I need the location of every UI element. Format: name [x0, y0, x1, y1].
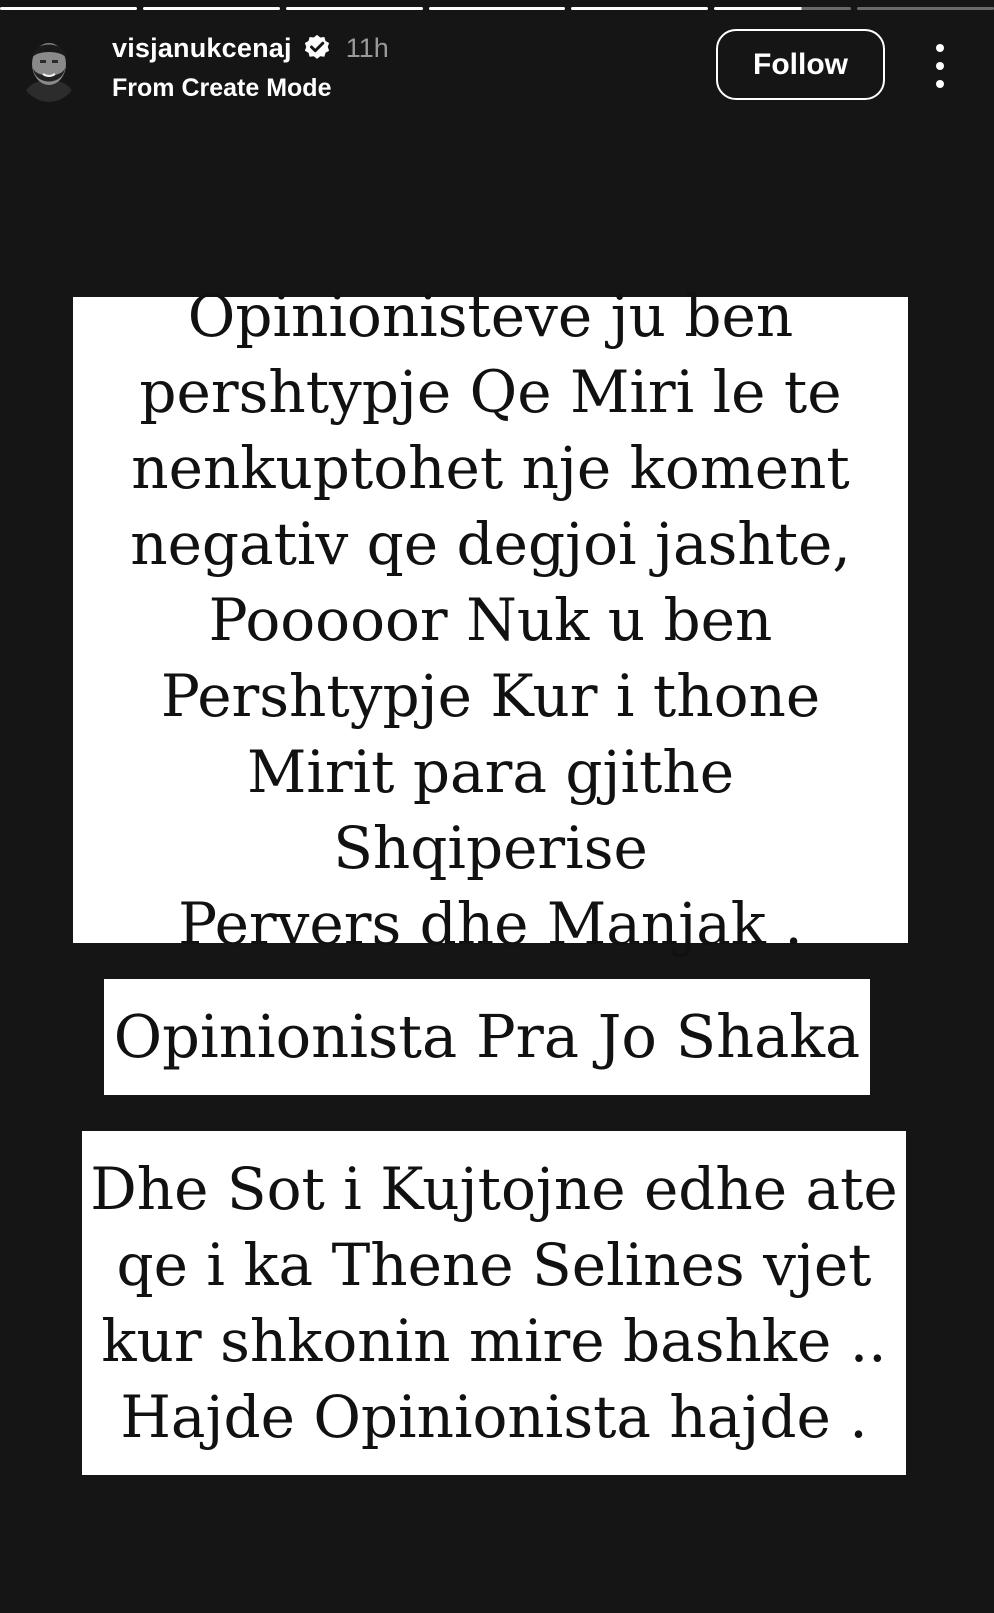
- progress-segment: [857, 7, 994, 10]
- post-time: 11h: [345, 32, 389, 63]
- more-dot: [936, 62, 944, 70]
- progress-segment: [0, 7, 137, 10]
- username-row: [112, 28, 389, 68]
- story-text-card-3: Dhe Sot i Kujtojne edhe ate qe i ka Thene Selines vjet kur shkonin mire bashke .. Hajde Opinionista hajde .: [82, 1131, 906, 1475]
- story-text-card-1: Opinionisteve ju ben pershtypje Qe Miri le te nenkuptohet nje koment negativ qe degjoi jashte, Pooooor Nuk u ben Pershtypje Kur i thone Mirit para gjithe Shqiperise Pervers dhe Manjak .: [73, 297, 908, 943]
- progress-segment: [571, 7, 708, 10]
- story-progress-bar: [0, 7, 994, 11]
- more-dot: [936, 44, 944, 52]
- progress-segment-active: [714, 7, 851, 10]
- progress-segment: [143, 7, 280, 10]
- follow-button[interactable]: Follow: [716, 29, 885, 100]
- avatar[interactable]: [18, 30, 80, 102]
- story-text-card-2: Opinionista Pra Jo Shaka: [104, 979, 870, 1095]
- verified-badge-icon: [302, 33, 332, 63]
- progress-segment: [429, 7, 566, 10]
- create-mode-label[interactable]: From Create Mode: [112, 74, 332, 102]
- avatar-image-icon: [18, 30, 80, 102]
- more-dot: [936, 80, 944, 88]
- username[interactable]: visjanukcenaj: [112, 32, 292, 63]
- progress-segment: [286, 7, 423, 10]
- more-vertical-icon[interactable]: [922, 44, 958, 88]
